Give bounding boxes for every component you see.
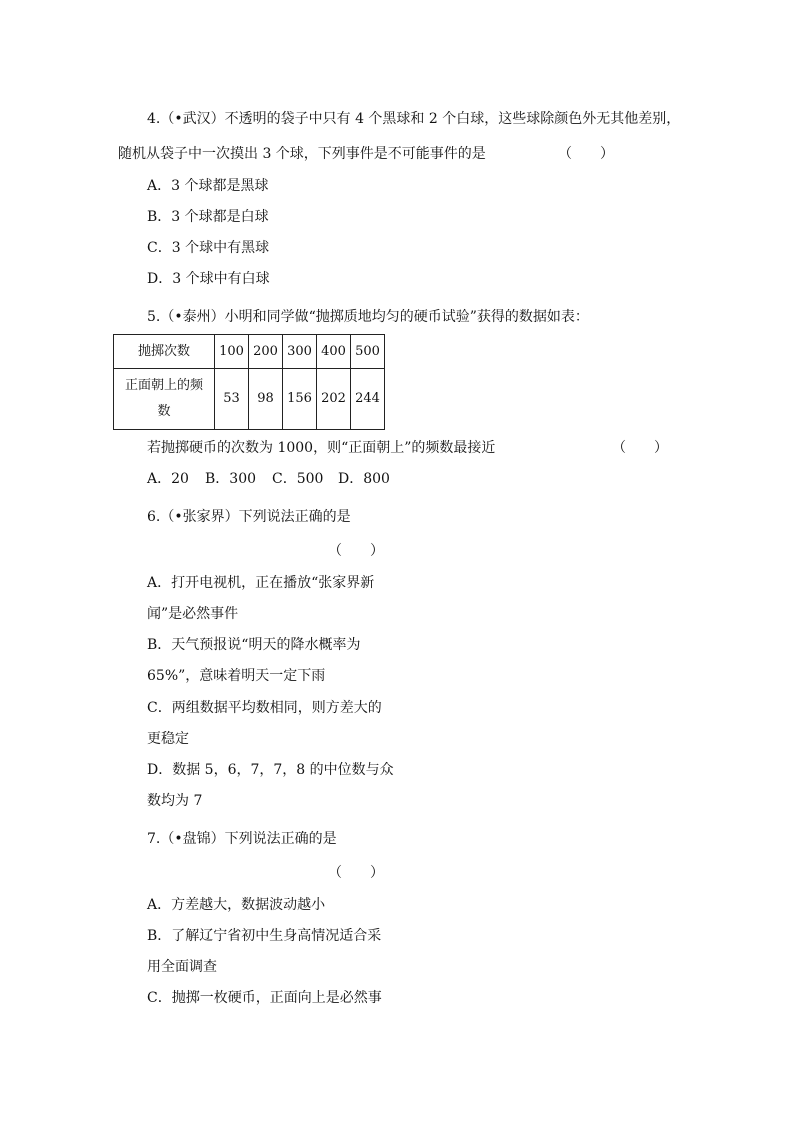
q7-option-a: A．方差越大，数据波动越小: [147, 897, 326, 913]
q6-answer-paren: （ ）: [328, 543, 384, 559]
table-header-heads-up-line2: 数: [157, 404, 171, 419]
q6-option-d-cont: 数均为 7: [147, 793, 203, 809]
q5-frequency-table: [113, 334, 385, 430]
q7-option-b: B．了解辽宁省初中生身高情况适合采: [147, 928, 382, 944]
q5-answer-paren: （ ）: [612, 440, 668, 456]
table-header-throws: 抛掷次数: [114, 335, 215, 369]
table-cell: 200: [249, 335, 283, 369]
q4-option-c: C．3 个球中有黑球: [147, 240, 270, 256]
q6-option-b: B．天气预报说“明天的降水概率为: [147, 637, 361, 653]
table-cell: 300: [283, 335, 317, 369]
table-row-heads-up: [114, 369, 385, 430]
q4-stem-line1: 4.（•武汉）不透明的袋子中只有 4 个黑球和 2 个白球，这些球除颜色外无其他差别，: [147, 111, 681, 127]
table-cell: 156: [283, 369, 317, 430]
q6-option-c-cont: 更稳定: [147, 731, 189, 747]
q6-option-a: A．打开电视机，正在播放“张家界新: [147, 575, 375, 591]
q4-stem-line2: 随机从袋子中一次摸出 3 个球，下列事件是不可能事件的是: [118, 146, 486, 162]
q5-stem: 5.（•泰州）小明和同学做“抛掷质地均匀的硬币试验”获得的数据如表：: [147, 309, 589, 325]
q7-answer-paren: （ ）: [328, 865, 384, 881]
q7-stem: 7.（•盘锦）下列说法正确的是: [147, 831, 337, 847]
q6-option-d: D．数据 5，6，7，7，8 的中位数与众: [147, 762, 394, 778]
q5-option-c: C．500: [272, 471, 324, 487]
q6-option-a-cont: 闻”是必然事件: [147, 606, 239, 622]
table-header-heads-up: [114, 369, 215, 430]
table-cell: 400: [317, 335, 351, 369]
table-row-throws: [114, 335, 385, 369]
q5-option-d: D．800: [338, 471, 390, 487]
table-cell: 53: [215, 369, 249, 430]
table-cell: 244: [351, 369, 385, 430]
q4-option-a: A．3 个球都是黑球: [147, 178, 269, 194]
table-cell: 500: [351, 335, 385, 369]
q7-option-b-cont: 用全面调查: [147, 959, 217, 975]
q5-question: 若抛掷硬币的次数为 1000，则“正面朝上”的频数最接近: [147, 440, 496, 456]
q5-options: [147, 470, 390, 488]
q4-option-b: B．3 个球都是白球: [147, 209, 269, 225]
table-cell: 98: [249, 369, 283, 430]
q7-option-c: C．抛掷一枚硬币，正面向上是必然事: [147, 990, 382, 1006]
q6-option-c: C．两组数据平均数相同，则方差大的: [147, 700, 382, 716]
table-header-heads-up-line1: 正面朝上的频: [124, 378, 203, 393]
q5-option-a: A．20: [147, 471, 189, 487]
table-cell: 100: [215, 335, 249, 369]
table-cell: 202: [317, 369, 351, 430]
q6-option-b-cont: 65%”，意味着明天一定下雨: [147, 668, 326, 684]
q4-answer-paren: （ ）: [558, 146, 614, 162]
q5-option-b: B．300: [205, 471, 257, 487]
q6-stem: 6.（•张家界）下列说法正确的是: [147, 509, 351, 525]
q4-option-d: D．3 个球中有白球: [147, 271, 270, 287]
